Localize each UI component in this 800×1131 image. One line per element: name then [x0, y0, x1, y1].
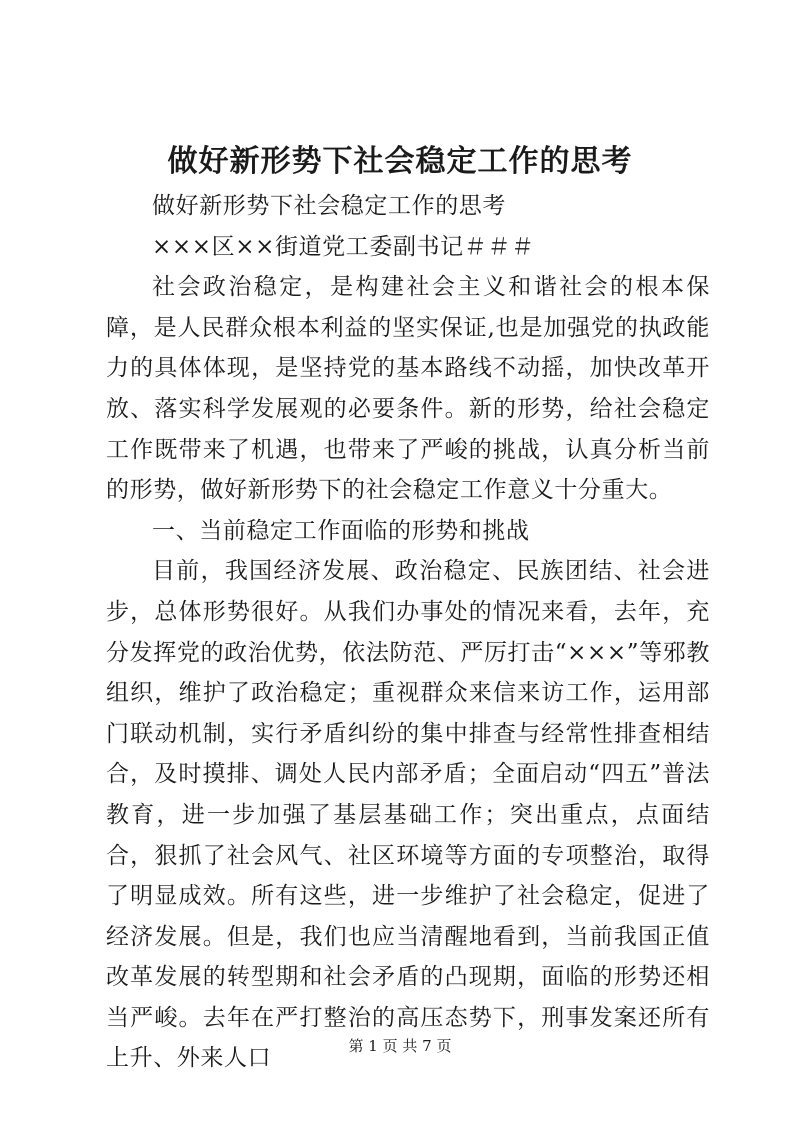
body-paragraph: 目前，我国经济发展、政治稳定、民族团结、社会进步，总体形势很好。从我们办事处的情况来看，去年，充分发挥党的政治优势，依法防范、严厉打击“×××”等邪教组织，维护了政治稳定；重视群众来信来访工作，运用部门联动机制，实行矛盾纠纷的集中排查与经常性排查相结合，及时摸排、调处人民内部矛盾；全面启动“四五”普法教育，进一步加强了基层基础工作；突出重点，点面结合，狠抓了社会风气、社区环境等方面的专项整治，取得了明显成效。所有这些，进一步维护了社会稳定，促进了经济发展。但是，我们也应当清醒地看到，当前我国正值改革发展的转型期和社会矛盾的凸现期，面临的形势还相当严峻。去年在严打整治的高压态势下，刑事发案还所有上升、外来人口	[106, 558, 710, 1072]
section-heading: 一、当前稳定工作面临的形势和挑战	[152, 517, 530, 544]
page-number-footer: 第 1 页 共 7 页	[348, 1037, 452, 1055]
author-line: ×××区××街道党工委副书记＃＃＃	[152, 233, 535, 260]
intro-paragraph: 社会政治稳定，是构建社会主义和谐社会的根本保障，是人民群众根本利益的坚实保证,也是加强党的执政能力的具体体现，是坚持党的基本路线不动摇，加快改革开放、落实科学发展观的必要条件。新的形势，给社会稳定工作既带来了机遇，也带来了严峻的挑战，认真分析当前的形势，做好新形势下的社会稳定工作意义十分重大。	[106, 274, 710, 504]
document-title: 做好新形势下社会稳定工作的思考	[167, 144, 633, 179]
subtitle-paragraph: 做好新形势下社会稳定工作的思考	[152, 193, 506, 219]
document-body	[106, 186, 710, 1079]
